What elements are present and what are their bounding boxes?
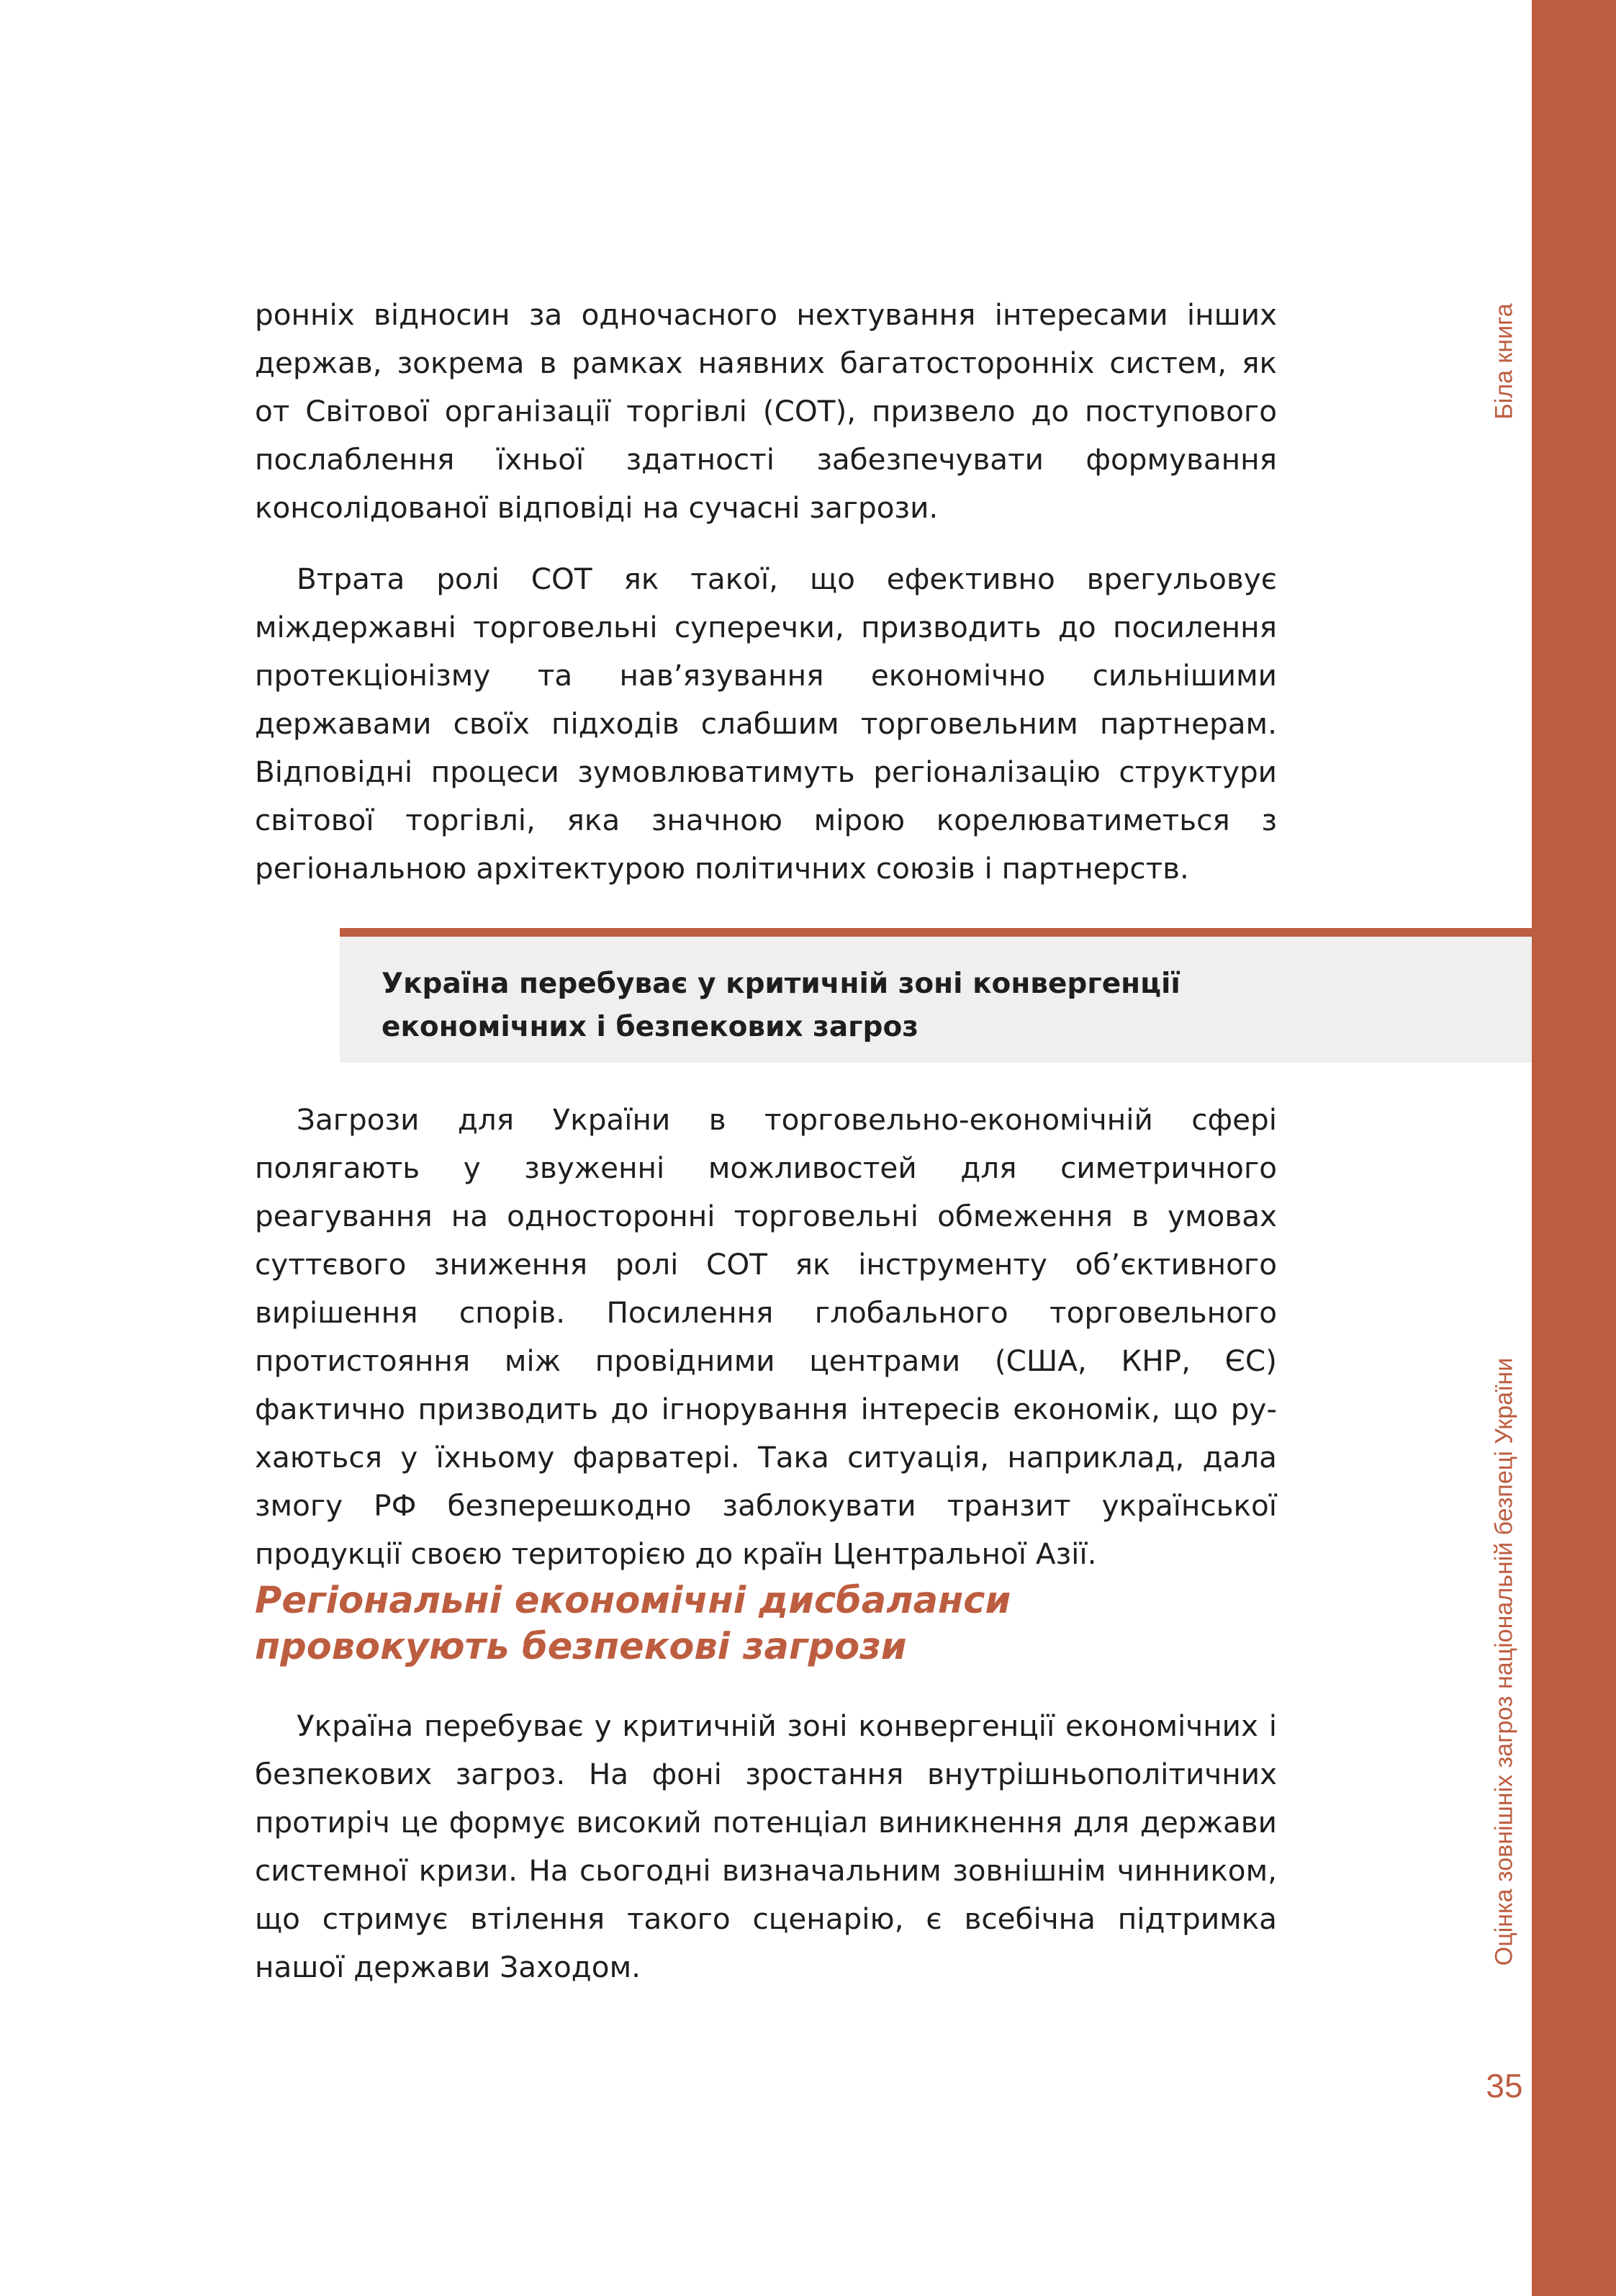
body-text-bottom [255, 1702, 1277, 1991]
paragraph-wto-role: Втрата ролі СОТ як такої, що ефективно врегульовує міждержавні торговельні суперечки, призводить до посилення протекціонізму та нав’язування економічно сильнішими державами своїх підходів слабшим торговельним партнерам. Відповідні процеси зумовлюватимуть регіоналізацію структури світової торгівлі, яка значною мірою корелюватиметься з регіональною архітектурою політичних союзів і партнерств. [255, 562, 1277, 886]
body-text-top [255, 291, 1277, 893]
paragraph-continued: ронніх відносин за одночасного нехтування інтересами інших держав, зокрема в рамках наявних багатосторонніх систем, як от Світової організації торгівлі (СОТ), призвело до поступового послаблення їхньої здатності забезпечувати формування консолідованої відповіді на сучасні загрози. [255, 297, 1277, 525]
callout-text: Україна перебуває у критичній зоні конвергенції економічних і безпекових загроз [382, 968, 1181, 1043]
section-heading-line-1: Регіональні економічні дисбаланси [255, 1580, 1011, 1622]
book-title-label: Біла книга [1490, 303, 1518, 420]
section-heading [255, 1578, 1277, 1670]
paragraph-trade-threats: Загрози для України в торговельно-економічній сфері полягають у звуженні можливостей для симетричного реагування на односторонні торговельні обмеження в умовах суттєвого зниження ролі СОТ як інструменту об’єктивного вирішення спорів. Посилення глобального торговельного протистояння між провідними центрами (США, КНР, ЄС) фактично призводить до ігнорування інтересів економік, що рухаються у їхньому фарватері. Така ситуація, наприклад, дала змогу РФ безперешкодно заблокувати транзит української продукції своєю територією до країн Центральної Азії. [255, 1102, 1277, 1571]
callout-box [340, 928, 1532, 1063]
paragraph-convergence: Україна перебуває у критичній зоні конвергенції економічних і безпекових загроз. На фоні зростання внутрішньополітичних протиріч це формує високий потенціал виникнення для держави системної кризи. На сьогодні визначальним зовнішнім чинником, що стримує втілення такого сценарію, є всебічна підтримка нашої держави Заходом. [255, 1709, 1277, 1984]
report-title-label: Оцінка зовнішніх загроз національній безпеці України [1490, 1357, 1518, 1966]
side-color-band [1532, 0, 1616, 2296]
page-number: 35 [1486, 2067, 1523, 2104]
section-heading-line-2: провокують безпекові загрози [255, 1626, 907, 1668]
body-text-middle [255, 1096, 1277, 1578]
